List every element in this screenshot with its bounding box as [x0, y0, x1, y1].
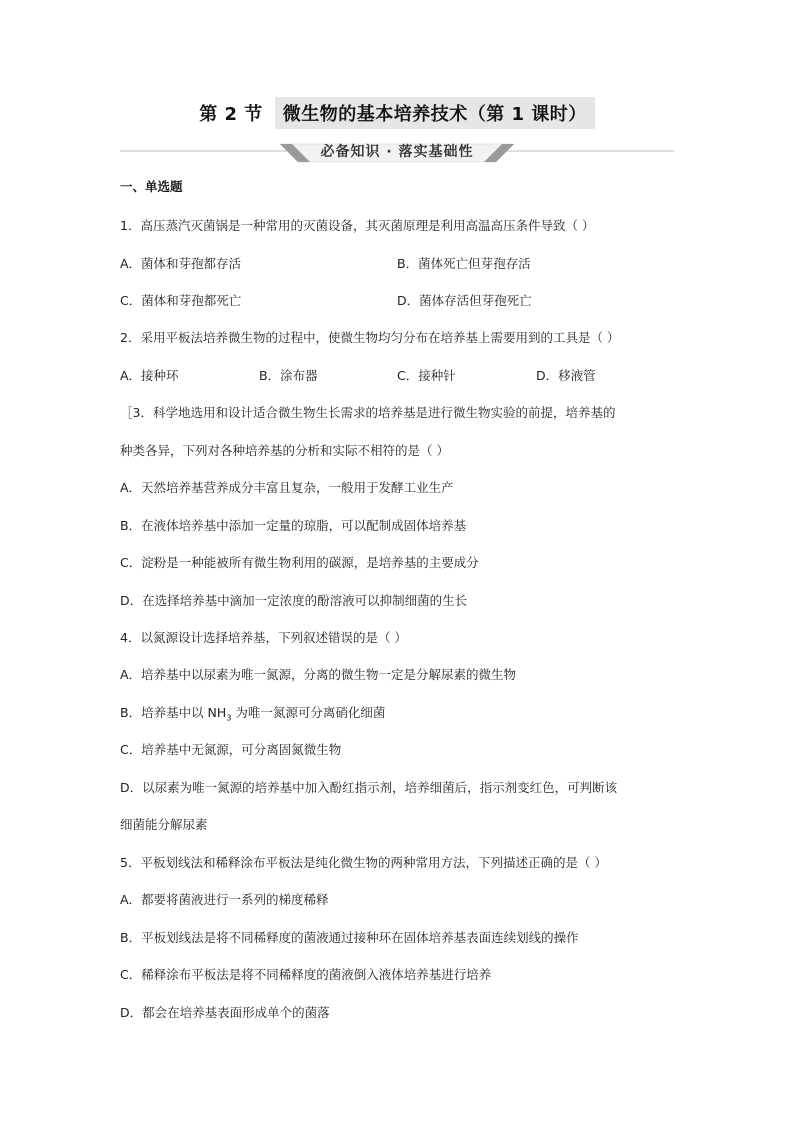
question-1-stem: 1．高压蒸汽灭菌锅是一种常用的灭菌设备，其灭菌原理是利用高温高压条件导致（ ）: [120, 218, 595, 233]
question-2-option-b: B．涂布器: [259, 368, 318, 383]
question-5-option-b: B．平板划线法是将不同稀释度的菌液通过接种环在固体培养基表面连续划线的操作: [120, 930, 579, 945]
question-5-option-d: D．都会在培养基表面形成单个的菌落: [120, 1005, 330, 1020]
question-3-stem-line-1: ［3．科学地选用和设计适合微生物生长需求的培养基是进行微生物实验的前提，培养基的: [120, 405, 616, 420]
section-number: 第 2 节: [199, 104, 263, 125]
page-title: 微生物的基本培养技术（第 1 课时）: [275, 97, 595, 129]
question-4-option-d-line-1: D．以尿素为唯一氮源的培养基中加入酚红指示剂，培养细菌后，指示剂变红色，可判断该: [120, 780, 618, 795]
question-4-option-b-subscript: 3: [226, 713, 232, 723]
question-4-option-b: [120, 705, 680, 721]
question-2-option-c: C．接种针: [397, 368, 456, 383]
question-3-option-a: A．天然培养基营养成分丰富且复杂，一般用于发酵工业生产: [120, 480, 454, 495]
question-4-option-b-suffix: 为唯一氮源可分离硝化细菌: [231, 705, 386, 720]
question-4-stem: 4．以氮源设计选择培养基，下列叙述错误的是（ ）: [120, 630, 407, 645]
section-heading: 一、单选题: [120, 179, 183, 194]
question-2-stem: 2．采用平板法培养微生物的过程中，使微生物均匀分布在培养基上需要用到的工具是（ ）: [120, 330, 620, 345]
question-3-option-c: C．淀粉是一种能被所有微生物利用的碳源，是培养基的主要成分: [120, 555, 479, 570]
question-2-option-d: D．移液管: [536, 368, 596, 383]
question-5-stem: 5．平板划线法和稀释涂布平板法是纯化微生物的两种常用方法，下列描述正确的是（ ）: [120, 855, 607, 870]
question-5-option-c: C．稀释涂布平板法是将不同稀释度的菌液倒入液体培养基进行培养: [120, 967, 492, 982]
question-5-option-a: A．都要将菌液进行一系列的梯度稀释: [120, 892, 329, 907]
question-4-option-d-line-2: 细菌能分解尿素: [120, 817, 208, 832]
question-4-option-c: C．培养基中无氮源，可分离固氮微生物: [120, 742, 342, 757]
question-1-option-b: B．菌体死亡但芽孢存活: [397, 256, 531, 271]
question-1-option-a: A．菌体和芽孢都存活: [120, 256, 242, 271]
title-row: [0, 98, 794, 128]
question-3-stem-line-2: 种类各异，下列对各种培养基的分析和实际不相符的是（ ）: [120, 443, 449, 458]
question-1-option-d: D．菌体存活但芽孢死亡: [397, 293, 532, 308]
question-4-option-a: A．培养基中以尿素为唯一氮源，分离的微生物一定是分解尿素的微生物: [120, 667, 517, 682]
banner: [120, 140, 674, 166]
question-4-option-b-prefix: B．培养基中以 NH: [120, 705, 227, 720]
banner-label: 必备知识 · 落实基础性: [320, 144, 474, 160]
question-3-option-b: B．在液体培养基中添加一定量的琼脂，可以配制成固体培养基: [120, 518, 467, 533]
question-3-option-d: D．在选择培养基中滴加一定浓度的酚溶液可以抑制细菌的生长: [120, 593, 468, 608]
question-2-option-a: A．接种环: [120, 368, 179, 383]
question-1-option-c: C．菌体和芽孢都死亡: [120, 293, 242, 308]
